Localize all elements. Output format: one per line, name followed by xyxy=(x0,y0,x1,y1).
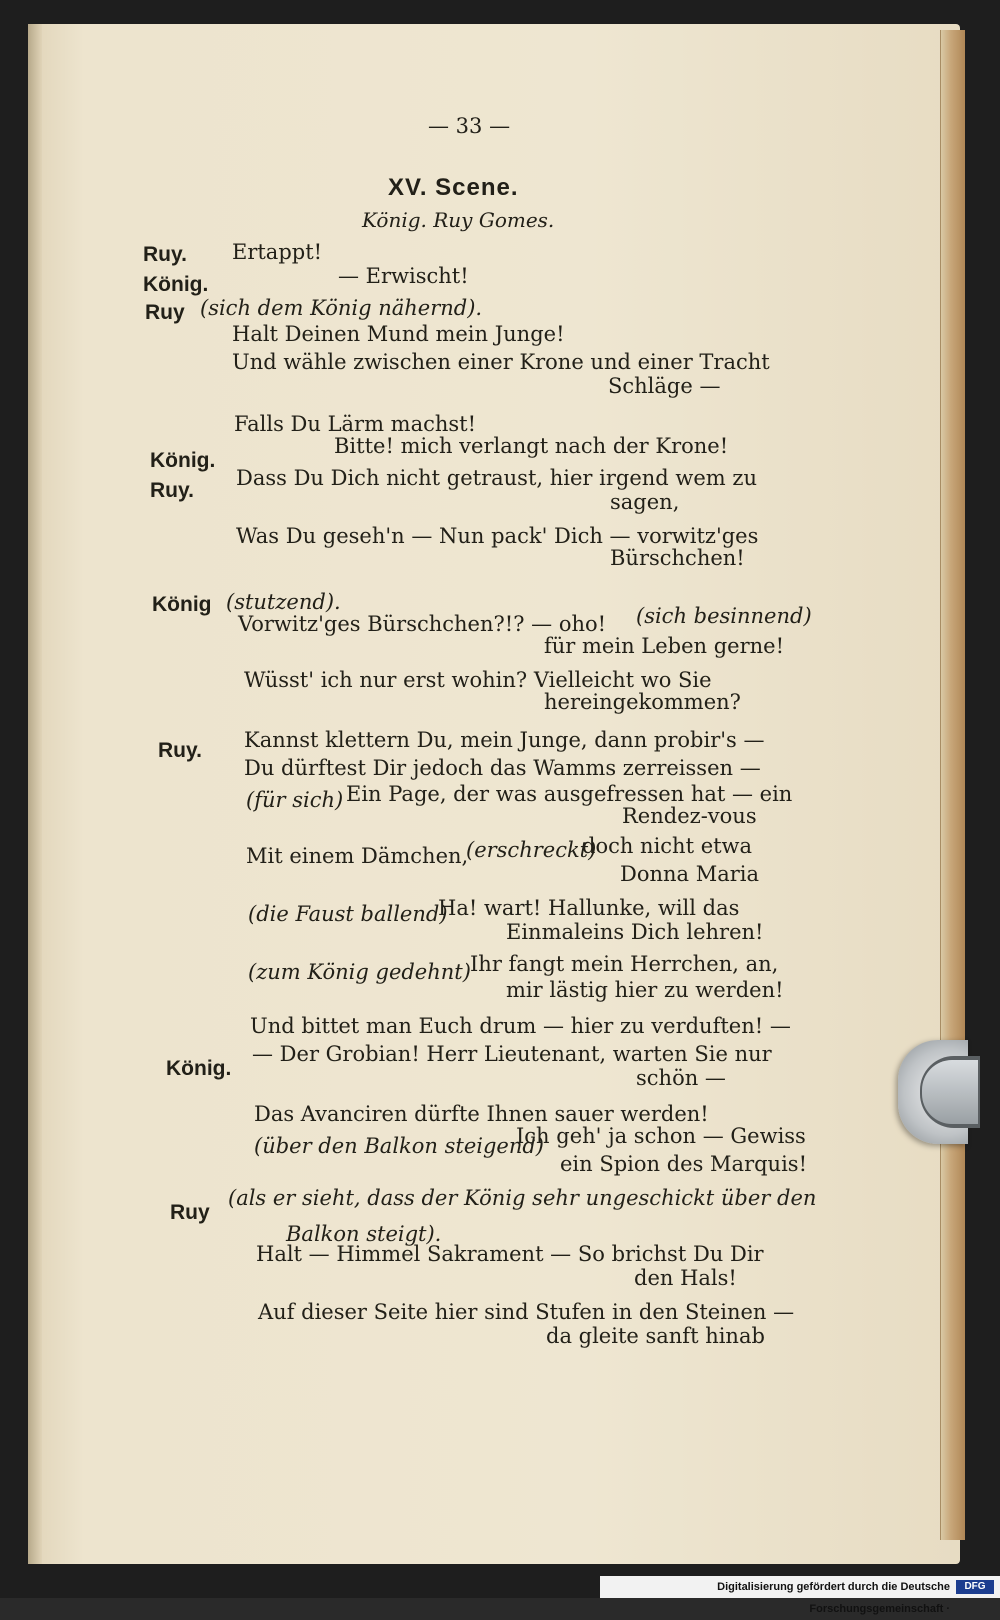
dialogue-line: hereingekommen? xyxy=(544,690,741,714)
stage-direction: (sich besinnend) xyxy=(636,604,812,628)
page-gutter xyxy=(28,24,42,1564)
dialogue-line: Ha! wart! Hallunke, will das xyxy=(438,896,740,920)
stage-direction: Balkon steigt). xyxy=(286,1222,442,1246)
stage-direction: (zum König gedehnt) xyxy=(248,960,471,984)
dialogue-line: Vorwitz'ges Bürschchen?!? — oho! xyxy=(238,612,607,636)
speaker-label: König xyxy=(152,593,212,616)
stage-direction: (für sich) xyxy=(246,788,344,812)
dialogue-line: Donna Maria xyxy=(620,862,760,886)
dialogue-line: Dass Du Dich nicht getraust, hier irgend wem zu xyxy=(236,466,757,490)
dialogue-line: Was Du geseh'n — Nun pack' Dich — vorwitz'ges xyxy=(236,524,759,548)
page-number: — 33 — xyxy=(428,114,511,138)
dialogue-line: Mit einem Dämchen, xyxy=(246,844,469,868)
dialogue-line: Du dürftest Dir jedoch das Wamms zerreissen — xyxy=(244,756,761,780)
speaker-label: König. xyxy=(166,1057,232,1080)
speaker-label: Ruy xyxy=(170,1201,210,1224)
dialogue-line: Und bittet man Euch drum — hier zu verduften! — xyxy=(250,1014,791,1038)
dialogue-line: Ein Page, der was ausgefressen hat — ein xyxy=(346,782,793,806)
speaker-label: Ruy. xyxy=(143,243,187,266)
stage-direction: (die Faust ballend) xyxy=(248,902,448,926)
dialogue-line: — Erwischt! xyxy=(338,264,469,288)
dialogue-line: Das Avanciren dürfte Ihnen sauer werden! xyxy=(254,1102,709,1126)
dialogue-line: Ertappt! xyxy=(232,240,323,264)
stage-direction: (sich dem König nähernd). xyxy=(200,296,483,320)
dialogue-line: Falls Du Lärm machst! xyxy=(234,412,477,436)
dialogue-line: ein Spion des Marquis! xyxy=(560,1152,808,1176)
dialogue-line: Halt — Himmel Sakrament — So brichst Du Dir xyxy=(256,1242,764,1266)
digitization-credit: Digitalisierung gefördert durch die Deutsche Forschungsgemeinschaft · xyxy=(600,1576,1000,1598)
dialogue-line: Ihr fangt mein Herrchen, an, xyxy=(470,952,779,976)
dialogue-line: Einmaleins Dich lehren! xyxy=(506,920,764,944)
stage-direction: (über den Balkon steigend) xyxy=(254,1134,545,1158)
speaker-label: König. xyxy=(150,449,216,472)
stage-direction: (als er sieht, dass der König sehr ungeschickt über den xyxy=(228,1186,817,1210)
dialogue-line: mir lästig hier zu werden! xyxy=(506,978,784,1002)
dialogue-line: Halt Deinen Mund mein Junge! xyxy=(232,322,565,346)
dialogue-line: für mein Leben gerne! xyxy=(544,634,785,658)
speaker-label: König. xyxy=(143,273,209,296)
page-edge xyxy=(940,30,965,1540)
stage-direction: (erschreckt) xyxy=(466,838,597,862)
stage-direction: (stutzend). xyxy=(226,590,341,614)
dialogue-line: da gleite sanft hinab xyxy=(546,1324,765,1348)
dialogue-line: Rendez-vous xyxy=(622,804,757,828)
dialogue-line: Auf dieser Seite hier sind Stufen in den Steinen — xyxy=(258,1300,795,1324)
dialogue-line: Und wähle zwischen einer Krone und einer Tracht xyxy=(232,350,770,374)
dialogue-line: Ich geh' ja schon — Gewiss xyxy=(516,1124,806,1148)
dfg-logo: DFG xyxy=(956,1580,994,1594)
speaker-label: Ruy. xyxy=(158,739,202,762)
dialogue-line: schön — xyxy=(636,1066,726,1090)
dialogue-line: sagen, xyxy=(610,490,680,514)
dialogue-line: Bitte! mich verlangt nach der Krone! xyxy=(334,434,729,458)
dialogue-line: — Der Grobian! Herr Lieutenant, warten Sie nur xyxy=(252,1042,772,1066)
binder-clip-highlight xyxy=(922,1060,978,1124)
speaker-label: Ruy. xyxy=(150,479,194,502)
scene-characters: König. Ruy Gomes. xyxy=(362,208,555,232)
dialogue-line: doch nicht etwa xyxy=(582,834,753,858)
dialogue-line: Kannst klettern Du, mein Junge, dann probir's — xyxy=(244,728,765,752)
dialogue-line: den Hals! xyxy=(634,1266,737,1290)
dialogue-line: Wüsst' ich nur erst wohin? Vielleicht wo Sie xyxy=(244,668,712,692)
dialogue-line: Bürschchen! xyxy=(610,546,745,570)
scene-title: XV. Scene. xyxy=(388,174,519,201)
dialogue-line: Schläge — xyxy=(608,374,721,398)
speaker-label: Ruy xyxy=(145,301,185,324)
